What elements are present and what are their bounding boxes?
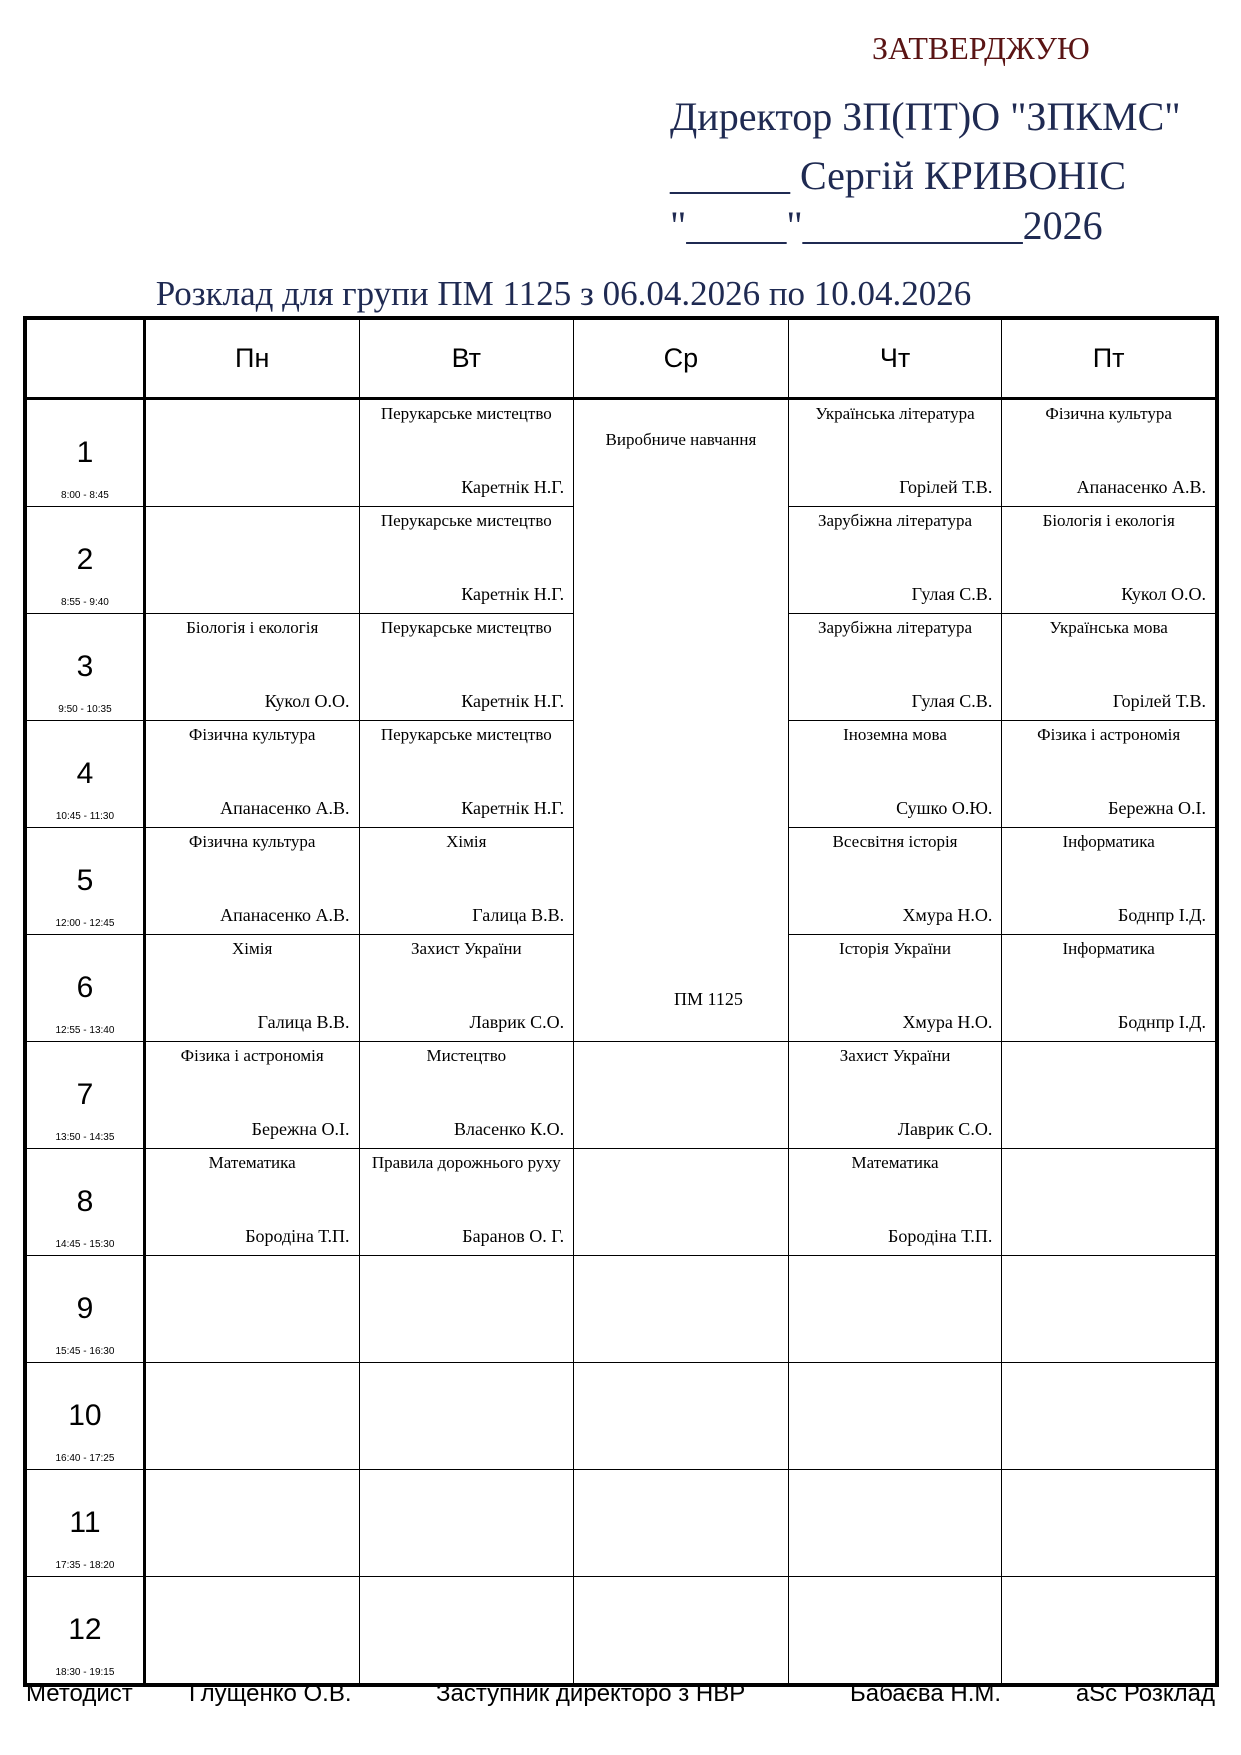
period-cell bbox=[27, 1363, 145, 1470]
period-row bbox=[27, 1363, 1216, 1470]
lesson-teacher: Кукол О.О. bbox=[264, 691, 350, 711]
lesson-cell-wed-merged bbox=[574, 399, 789, 1042]
period-cell bbox=[27, 614, 145, 721]
lesson-subject: Інформатика bbox=[1062, 832, 1155, 851]
lesson-cell-empty bbox=[574, 1042, 789, 1149]
lesson-teacher: Каретнік Н.Г. bbox=[461, 798, 565, 818]
lesson-subject: Математика bbox=[208, 1153, 296, 1172]
period-row bbox=[27, 1470, 1216, 1577]
lesson-subject: Українська мова bbox=[1049, 618, 1168, 637]
approval-date-line: "_____"___________2026 bbox=[670, 203, 1103, 248]
lesson-cell-fri bbox=[1002, 399, 1216, 507]
lesson-subject: Правила дорожнього руху bbox=[371, 1153, 561, 1172]
period-row bbox=[27, 399, 1216, 507]
lesson-teacher: Апанасенко А.В. bbox=[220, 905, 350, 925]
lesson-cell-thu bbox=[788, 1363, 1002, 1470]
director-signature-line: ______ Сергій КРИВОНІС bbox=[670, 153, 1127, 198]
lesson-subject: Українська література bbox=[815, 404, 975, 423]
lesson-cell-fri bbox=[1002, 935, 1216, 1042]
lesson-cell-tue bbox=[359, 1577, 574, 1684]
lesson-cell-mon bbox=[144, 721, 359, 828]
period-number: 10 bbox=[68, 1399, 102, 1432]
lesson-group: ПМ 1125 bbox=[673, 989, 743, 1009]
period-number: 9 bbox=[76, 1292, 94, 1325]
schedule-title: Розклад для групи ПМ 1125 з 06.04.2026 по 10.04.2026 bbox=[155, 274, 972, 313]
period-number: 6 bbox=[76, 971, 94, 1004]
period-row bbox=[27, 1149, 1216, 1256]
day-header-wed: Ср bbox=[574, 320, 789, 399]
period-cell bbox=[27, 935, 145, 1042]
lesson-subject: Фізика і астрономія bbox=[1037, 725, 1181, 744]
lesson-subject: Біологія і екологія bbox=[186, 618, 319, 637]
lesson-cell-tue bbox=[359, 721, 574, 828]
period-time: 12:00 - 12:45 bbox=[55, 918, 115, 929]
lesson-teacher: Апанасенко А.В. bbox=[220, 798, 350, 818]
period-cell bbox=[27, 1149, 145, 1256]
lesson-cell-mon bbox=[144, 614, 359, 721]
period-time: 13:50 - 14:35 bbox=[55, 1132, 115, 1143]
period-number: 11 bbox=[69, 1506, 101, 1539]
lesson-cell-fri bbox=[1002, 1577, 1216, 1684]
approval-title: ЗАТВЕРДЖУЮ bbox=[872, 30, 1090, 66]
period-cell bbox=[27, 721, 145, 828]
lesson-cell-mon bbox=[144, 828, 359, 935]
lesson-subject: Мистецтво bbox=[426, 1046, 507, 1065]
lesson-cell-tue bbox=[359, 828, 574, 935]
lesson-subject: Перукарське мистецтво bbox=[380, 725, 552, 744]
period-cell bbox=[27, 399, 145, 507]
period-row bbox=[27, 1577, 1216, 1684]
lesson-subject: Фізична культура bbox=[188, 725, 316, 744]
lesson-cell-fri bbox=[1002, 614, 1216, 721]
lesson-teacher: Кукол О.О. bbox=[1121, 584, 1206, 604]
period-number: 8 bbox=[76, 1185, 94, 1218]
lesson-cell-thu bbox=[788, 1470, 1002, 1577]
lesson-subject: Виробниче навчання bbox=[605, 430, 757, 449]
schedule-table bbox=[26, 319, 1216, 1684]
lesson-teacher: Горілей Т.В. bbox=[899, 477, 993, 497]
lesson-cell-fri bbox=[1002, 1256, 1216, 1363]
lesson-cell-thu bbox=[788, 935, 1002, 1042]
period-time: 16:40 - 17:25 bbox=[55, 1453, 115, 1464]
lesson-cell-fri bbox=[1002, 1149, 1216, 1256]
period-time: 10:45 - 11:30 bbox=[55, 811, 115, 822]
period-number: 1 bbox=[76, 436, 94, 469]
day-header-fri: Пт bbox=[1002, 320, 1216, 399]
lesson-cell-fri bbox=[1002, 507, 1216, 614]
lesson-subject: Хімія bbox=[232, 939, 273, 958]
period-row bbox=[27, 1042, 1216, 1149]
lesson-teacher: Боднпр І.Д. bbox=[1117, 905, 1206, 925]
lesson-cell-tue bbox=[359, 507, 574, 614]
lesson-subject: Захист України bbox=[410, 939, 522, 958]
footer bbox=[0, 1680, 1241, 1716]
lesson-teacher: Бородіна Т.П. bbox=[888, 1226, 993, 1246]
lesson-cell-thu bbox=[788, 399, 1002, 507]
lesson-cell-tue bbox=[359, 1042, 574, 1149]
lesson-cell-fri bbox=[1002, 1470, 1216, 1577]
lesson-cell-mon bbox=[144, 1363, 359, 1470]
period-cell bbox=[27, 1470, 145, 1577]
lesson-cell-thu bbox=[788, 1042, 1002, 1149]
lesson-teacher: Гулая С.В. bbox=[911, 584, 993, 604]
lesson-teacher: Галица В.В. bbox=[472, 905, 565, 925]
period-number: 3 bbox=[76, 650, 94, 683]
lesson-cell-mon bbox=[144, 1042, 359, 1149]
lesson-cell-empty bbox=[574, 1470, 789, 1577]
lesson-cell-thu bbox=[788, 1256, 1002, 1363]
lesson-cell-empty bbox=[574, 1363, 789, 1470]
lesson-cell-thu bbox=[788, 1149, 1002, 1256]
lesson-subject: Інформатика bbox=[1062, 939, 1155, 958]
period-row bbox=[27, 1256, 1216, 1363]
lesson-cell-thu bbox=[788, 721, 1002, 828]
period-number: 5 bbox=[76, 864, 94, 897]
period-number: 4 bbox=[76, 757, 94, 790]
lesson-cell-mon bbox=[144, 1470, 359, 1577]
period-cell bbox=[27, 507, 145, 614]
day-header-tue: Вт bbox=[359, 320, 574, 399]
period-cell bbox=[27, 1042, 145, 1149]
lesson-subject: Перукарське мистецтво bbox=[380, 404, 552, 423]
lesson-cell-fri bbox=[1002, 721, 1216, 828]
lesson-cell-tue bbox=[359, 399, 574, 507]
lesson-cell-empty bbox=[574, 1577, 789, 1684]
period-number: 2 bbox=[76, 543, 94, 576]
lesson-cell-tue bbox=[359, 1149, 574, 1256]
lesson-teacher: Хмура Н.О. bbox=[902, 1012, 993, 1032]
methodist-name: Глущенко О.В. bbox=[189, 1680, 352, 1707]
day-header-mon: Пн bbox=[144, 320, 359, 399]
lesson-teacher: Каретнік Н.Г. bbox=[461, 477, 565, 497]
period-number: 7 bbox=[76, 1078, 94, 1111]
lesson-teacher: Горілей Т.В. bbox=[1112, 691, 1206, 711]
lesson-teacher: Лаврик С.О. bbox=[897, 1119, 993, 1139]
period-number: 12 bbox=[68, 1613, 102, 1646]
lesson-cell-empty bbox=[574, 1149, 789, 1256]
lesson-cell-mon bbox=[144, 1149, 359, 1256]
lesson-subject: Зарубіжна література bbox=[817, 618, 973, 637]
lesson-teacher: Власенко К.О. bbox=[453, 1119, 565, 1139]
lesson-teacher: Бережна О.І. bbox=[251, 1119, 350, 1139]
period-time: 8:55 - 9:40 bbox=[61, 597, 109, 608]
header-row bbox=[27, 320, 1216, 399]
period-time: 18:30 - 19:15 bbox=[55, 1667, 115, 1678]
deputy-name: Бабаєва Н.М. bbox=[850, 1680, 1002, 1707]
lesson-cell-tue bbox=[359, 1470, 574, 1577]
period-time: 9:50 - 10:35 bbox=[58, 704, 112, 715]
lesson-subject: Іноземна мова bbox=[843, 725, 947, 744]
period-cell bbox=[27, 1577, 145, 1684]
lesson-cell-fri bbox=[1002, 828, 1216, 935]
software-label: aSc Розклад bbox=[1075, 1680, 1215, 1707]
lesson-subject: Фізична культура bbox=[1045, 404, 1172, 423]
lesson-cell-thu bbox=[788, 507, 1002, 614]
lesson-teacher: Боднпр І.Д. bbox=[1117, 1012, 1206, 1032]
period-time: 17:35 - 18:20 bbox=[55, 1560, 115, 1571]
period-cell bbox=[27, 828, 145, 935]
lesson-teacher: Гулая С.В. bbox=[911, 691, 993, 711]
period-time: 14:45 - 15:30 bbox=[55, 1239, 115, 1250]
period-time: 8:00 - 8:45 bbox=[61, 490, 109, 501]
director-title: Директор ЗП(ПТ)О "ЗПКМС" bbox=[670, 94, 1181, 139]
corner-cell bbox=[27, 320, 145, 399]
lesson-subject: Перукарське мистецтво bbox=[380, 511, 552, 530]
methodist-label: Методист bbox=[26, 1680, 133, 1707]
lesson-cell-mon bbox=[144, 399, 359, 507]
lesson-teacher: Галица В.В. bbox=[257, 1012, 350, 1032]
lesson-cell-tue bbox=[359, 935, 574, 1042]
lesson-cell-mon bbox=[144, 935, 359, 1042]
lesson-subject: Зарубіжна література bbox=[817, 511, 973, 530]
lesson-subject: Всесвітня історія bbox=[832, 832, 958, 851]
lesson-teacher: Хмура Н.О. bbox=[902, 905, 993, 925]
lesson-teacher: Каретнік Н.Г. bbox=[461, 584, 565, 604]
lesson-cell-thu bbox=[788, 614, 1002, 721]
lesson-cell-mon bbox=[144, 1577, 359, 1684]
lesson-cell-tue bbox=[359, 1256, 574, 1363]
lesson-cell-tue bbox=[359, 614, 574, 721]
period-time: 12:55 - 13:40 bbox=[55, 1025, 115, 1036]
lesson-cell-empty bbox=[574, 1256, 789, 1363]
approval-block bbox=[0, 0, 1241, 248]
lesson-cell-mon bbox=[144, 1256, 359, 1363]
lesson-subject: Фізика і астрономія bbox=[180, 1046, 324, 1065]
lesson-subject: Перукарське мистецтво bbox=[380, 618, 552, 637]
lesson-cell-fri bbox=[1002, 1042, 1216, 1149]
lesson-teacher: Лаврик С.О. bbox=[469, 1012, 565, 1032]
period-time: 15:45 - 16:30 bbox=[55, 1346, 115, 1357]
lesson-teacher: Бережна О.І. bbox=[1108, 798, 1206, 818]
lesson-cell-fri bbox=[1002, 1363, 1216, 1470]
lesson-cell-tue bbox=[359, 1363, 574, 1470]
lesson-cell-thu bbox=[788, 1577, 1002, 1684]
period-cell bbox=[27, 1256, 145, 1363]
lesson-teacher: Сушко О.Ю. bbox=[896, 798, 993, 818]
lesson-teacher: Баранов О. Г. bbox=[462, 1226, 565, 1246]
lesson-subject: Біологія і екологія bbox=[1042, 511, 1175, 530]
lesson-subject: Математика bbox=[851, 1153, 939, 1172]
lesson-subject: Фізична культура bbox=[188, 832, 316, 851]
deputy-label: Заступник директоро з НВР bbox=[436, 1680, 746, 1707]
day-header-thu: Чт bbox=[788, 320, 1002, 399]
lesson-cell-thu bbox=[788, 828, 1002, 935]
lesson-subject: Історія України bbox=[839, 939, 952, 958]
lesson-subject: Захист України bbox=[839, 1046, 951, 1065]
lesson-subject: Хімія bbox=[446, 832, 487, 851]
lesson-teacher: Апанасенко А.В. bbox=[1076, 477, 1206, 497]
lesson-teacher: Каретнік Н.Г. bbox=[461, 691, 565, 711]
lesson-cell-mon bbox=[144, 507, 359, 614]
lesson-teacher: Бородіна Т.П. bbox=[245, 1226, 350, 1246]
